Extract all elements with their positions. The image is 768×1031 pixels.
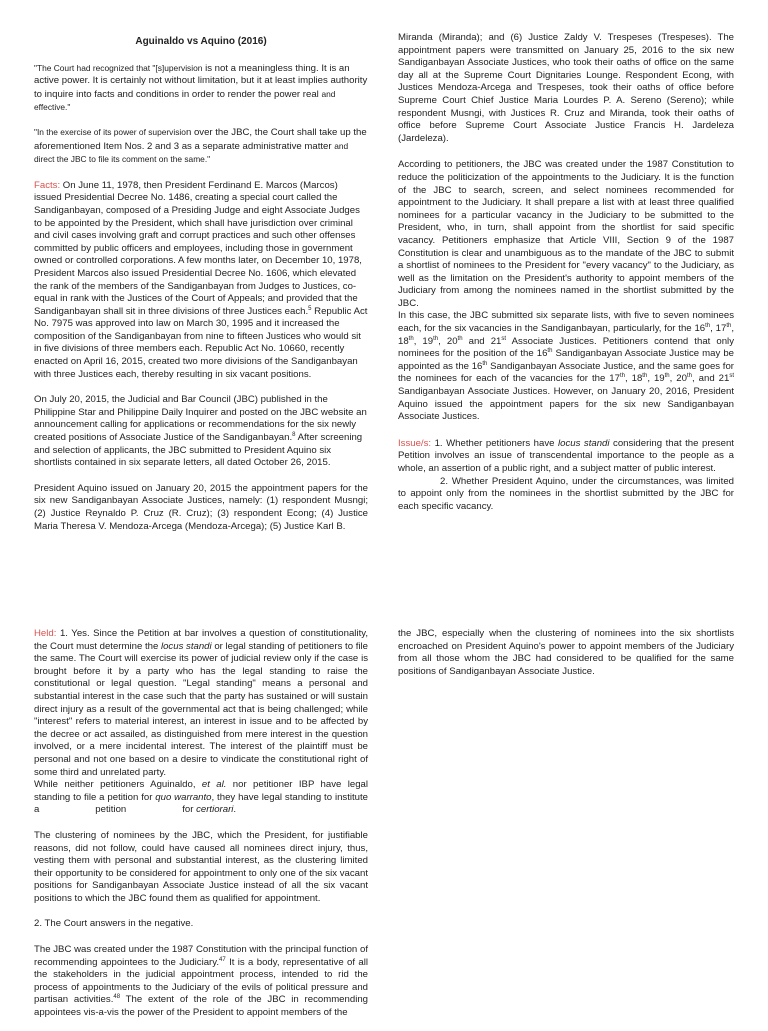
bottom-right-column (398, 628, 734, 689)
document-title: Aguinaldo vs Aquino (2016) (135, 36, 267, 47)
facts-label: Facts: (34, 179, 61, 191)
held-label: Held: (34, 628, 57, 639)
issues-paragraph: Issue/s: 1. Whether petitioners have locus standi considering that the present Petition involves an issue of transcendental importance to the people as a whole, an assertion of a public right, and a subject matter of public interest. (398, 437, 734, 474)
six-lists-paragraph: In this case, the JBC submitted six separate lists, with five to seven nominees each, for the six vacancies in the Sandiganbayan, particularly, for the 16th, 17th, 18th, 19th, 20th and 21st Associate Justices. Petitioners contend that only nominees for the position of the 16th Sandiganbayan Associate Justice may be appointed as the 16th Sandiganbayan Associate Justice, and the same goes for the nominees for each of the vacancies for the 17th, 18th, 19th, 20th, and 21st Sandiganbayan Associate Justices. However, on January 20, 2016, President Aquino issued the appointment papers for the six new Sandiganbayan Associate Justices. (398, 310, 735, 423)
clustering-paragraph: The clustering of nominees by the JBC, which the President, for justifiable reasons, did not follow, could have caused all nominees direct injury, thus, vesting them with personal and substantial interest, as the clustering limited their opportunity to be considered for appointment to only one of the six vacant positions for Sandiganbayan Associate Justice instead of all the six vacant positions to which the JBC found them as qualified for appointment. (34, 829, 368, 904)
quote-jbc: "In the exercise of its power of supervision over the JBC, the Court shall take up the aforementioned Item Nos. 2 and 3 as a separate administrative matter and direct the JBC to file its comment on the same." (34, 126, 367, 165)
appointment-paragraph: President Aquino issued on January 20, 2015 the appointment papers for the six new Sandiganbayan Associate Justices, namely: (1) respondent Musngi; (2) Justice Reynaldo P. Cruz (R. Cruz); (3) respondent Econg; (4) Justice Maria Theresa V. Mendoza-Arcega (Mendoza-Arcega); (5) Justice Karl B. (34, 482, 368, 532)
issues-label: Issue/s: (398, 437, 432, 449)
jbc-function-paragraph: The JBC was created under the 1987 Constitution with the principal function of recommending appointees to the Judiciary.$^{47}$ It is a body, representative of all the stakeholders in the judicial appointment process, intended to rid the process of appointments to the Judiciary of the evils of political pressure and partisan activities.$^{48}$ The extent of the role of the JBC in recommending appointees vis-a-vis the power of the President to appoint members of the (34, 944, 368, 1019)
oath-paragraph: Miranda (Miranda); and (6) Justice Zaldy V. Trespeses (Trespeses). The appointment papers were transmitted on January 25, 2016 to the six new Sandiganbayan Associate Justices, who took their oaths of office on the same day all at the Supreme Court Dignitaries Lounge. Respondent Econg, with Justices Mendoza-Arcega and Trespeses, took their oaths of office before Supreme Court Chief Justice Maria Lourdes P. A. Sereno (Sereno); while respondent Musngi, with Justices R. Cruz and Miranda, took their oaths of office before Supreme Court Associate Justice Francis H. Jardeleza (Jardeleza). (398, 32, 734, 144)
quote-supervision: "The Court had recognized that "[s]upervision is not a meaningless thing. It is an active power. It is certainly not without limitation, but it at least implies authority to inquire into facts and conditions in order to render the power real and effective." (34, 62, 368, 113)
held-paragraph: Held: 1. Yes. Since the Petition at bar involves a question of constitutionality, the Court must determine the locus standi or legal standing of petitioners to file the same. The Court will exercise its power of judicial review only if the case is brought before it by a party who has the legal standing to raise the constitutional or legal question. "Legal standing" means a personal and substantial interest in the case such that the party has sustained or will sustain direct injury as a result of the governmental act that is being challenged; while "interest" refers to material interest, an interest in issue and to be affected by the decree or act assailed, as distinguished from mere interest in the question involved, or a mere incidental interest. The interest of the plaintiff must be personal and not one based on a desire to vindicate the constitutional right of some third and unrelated party. (34, 628, 368, 778)
jbc-announcement-paragraph: On July 20, 2015, the Judicial and Bar Council (JBC) published in the Philippine Star and Philippine Daily Inquirer and posted on the JBC website an announcement calling for applications or recommendations for the six newly created positions of Associate Justice of the Sandiganbayan.$^8$ After screening and selection of applicants, the JBC submitted to President Aquino six shortlists contained in six separate letters, all dated October 26, 2015. (34, 394, 367, 469)
legal-standing-paragraph: While neither petitioners Aguinaldo, et al. nor petitioner IBP have legal standing to file a petition for quo warranto, they have legal standing to institute a petition for certiorari. (34, 779, 371, 816)
conclusion-paragraph: the JBC, especially when the clustering of nominees into the six shortlists encroached on President Aquino's power to appoint members of the Judiciary from all those whom the JBC had considered to be qualified for the same positions of Sandiganbayan Associate Justice. (398, 628, 734, 677)
answer-2-paragraph: 2. The Court answers in the negative. (34, 918, 194, 930)
bottom-left-column (34, 628, 371, 1031)
top-left-column (34, 32, 368, 544)
petitioners-argument-paragraph: According to petitioners, the JBC was created under the 1987 Constitution to reduce the politicization of the appointments to the Judiciary. It is the function of the JBC to search, screen, and select nominees recommended for appointment to the Judiciary. It shall prepare a list with at least three qualified nominees for a particular vacancy in the Judiciary to be submitted to the President, who, in turn, shall appoint from the shortlist for said specific vacancy. Petitioners emphasize that Article VIII, Section 9 of the 1987 Constitution is clear and unambiguous as to the mandate of the JBC to submit a shortlist of nominees to the President for "every vacancy" to the Judiciary, as well as the limitation on the President's authority to appoint members of the Judiciary from among the nominees named in the shortlist submitted by the JBC. (398, 159, 734, 309)
top-right-column (398, 32, 734, 524)
facts-paragraph: Facts: On June 11, 1978, then President Ferdinand E. Marcos (Marcos) issued Presidential Decree No. 1486, creating a special court called the Sandiganbayan, composed of a Presiding Judge and eight Associate Judges to be appointed by the President, which shall have jurisdiction over criminal and civil cases involving graft and corrupt practices and such other offenses committed by public officers and employees, including those in government owned or controlled corporations. A few months later, on December 10, 1978, President Marcos also issued Presidential Decree No. 1606, which elevated the rank of the members of the Sandiganbayan from Judges to Justices, co-equal in rank with the Justices of the Court of Appeals; and provided that the Sandiganbayan shall sit in three divisions of three Justices each.$^5$ Republic Act No. 7975 was approved into law on March 30, 1995 and it increased the composition of the Sandiganbayan from nine to fifteen Justices who would sit in five divisions of three members each. Republic Act No. 10660, recently enacted on April 16, 2015, created two more divisions of the Sandiganbayan with three Justices each, thereby resulting in six vacant positions. (34, 179, 368, 380)
page-bottom (0, 618, 768, 1024)
issue-2: 2. Whether President Aquino, under the circumstances, was limited to appoint only from the nominees in the shortlist submitted by the JBC for each specific vacancy. (398, 475, 734, 512)
